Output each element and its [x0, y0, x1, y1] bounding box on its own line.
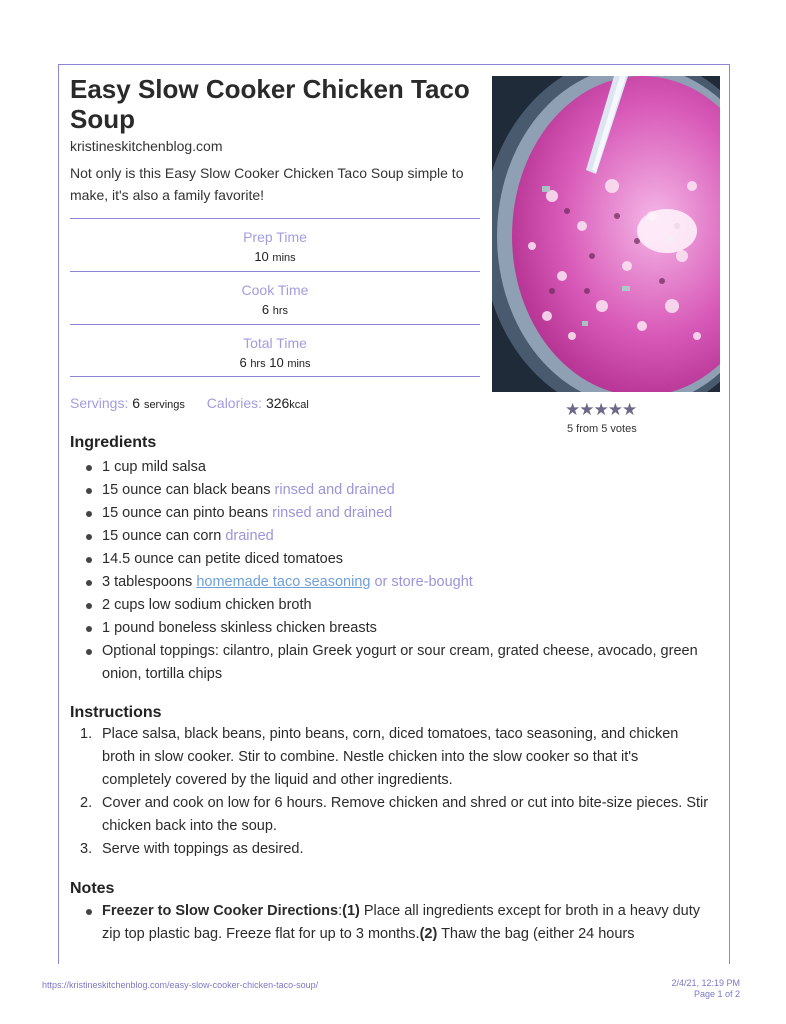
ingredient-text: 15 ounce can corn: [102, 528, 222, 544]
instruction-step: [70, 792, 710, 838]
instruction-step: [70, 723, 710, 792]
recipe-site: kristineskitchenblog.com: [70, 138, 223, 154]
calories-value: 326: [265, 395, 290, 411]
cook-time-value: 6: [261, 302, 270, 317]
note-text: :: [338, 903, 343, 919]
note-text: Place all ingredients except for broth in a heavy duty zip top plastic bag. Freeze flat for up to 3 months.: [102, 903, 701, 942]
note-item: [70, 900, 710, 946]
recipe-title: Easy Slow Cooker Chicken Taco Soup: [70, 74, 470, 134]
ingredient-item: [70, 548, 710, 571]
ingredient-item: [70, 456, 710, 479]
ingredient-item: [70, 571, 710, 594]
servings-unit: servings: [143, 399, 185, 411]
calories-unit: kcal: [289, 399, 309, 411]
rating-stars[interactable]: ★★★★★: [565, 400, 637, 419]
ingredient-text: 15 ounce can pinto beans: [102, 505, 269, 521]
total-time-label: Total Time: [243, 335, 307, 351]
ingredients-heading: Ingredients: [70, 434, 157, 451]
step-number: 1.: [80, 726, 93, 742]
note-bold-step: (2): [419, 926, 438, 942]
cook-time-label: Cook Time: [241, 282, 309, 298]
ingredient-text: 3 tablespoons: [102, 574, 193, 590]
ingredients-list: [70, 456, 710, 686]
ingredient-text: 1 pound boneless skinless chicken breasts: [102, 620, 377, 636]
step-text: Place salsa, black beans, pinto beans, corn, diced tomatoes, taco seasoning, and chicken broth in slow cooker. Stir to combine. Nestle chicken into the slow cooker so that it's completely covered by the liquid and other ingredients.: [102, 726, 679, 788]
servings-label: Servings:: [70, 395, 129, 411]
notes-heading: Notes: [70, 880, 115, 897]
total-time-hours: 6: [239, 355, 247, 370]
instructions-list: [70, 723, 710, 861]
footer-meta: [671, 978, 740, 1000]
ingredient-text: Optional toppings: cilantro, plain Greek yogurt or sour cream, grated cheese, avocado, green onion, tortilla chips: [102, 643, 698, 682]
instruction-step: [70, 838, 710, 861]
total-time: [70, 324, 480, 377]
ingredient-item: [70, 502, 710, 525]
ingredient-text: 2 cups low sodium chicken broth: [102, 597, 312, 613]
ingredient-note: or store-bought: [374, 574, 473, 590]
ingredient-item: [70, 617, 710, 640]
recipe-meta: [70, 395, 309, 411]
recipe-summary: Not only is this Easy Slow Cooker Chicken Taco Soup simple to make, it's also a family favorite!: [70, 165, 464, 203]
prep-time-unit: mins: [272, 252, 296, 264]
total-time-mins: 10: [269, 355, 284, 370]
instructions-heading: Instructions: [70, 704, 162, 721]
footer-page: Page 1 of 2: [693, 989, 740, 999]
note-bold-step: (1): [342, 903, 360, 919]
ingredient-item: [70, 640, 710, 686]
note-text: Thaw the bag (either 24 hours: [437, 926, 635, 942]
ingredient-item: [70, 525, 710, 548]
note-bold-title: Freezer to Slow Cooker Directions: [102, 903, 339, 919]
ingredient-note: rinsed and drained: [274, 482, 395, 498]
step-text: Cover and cook on low for 6 hours. Remove chicken and shred or cut into bite-size pieces. Stir chicken back into the soup.: [102, 795, 709, 834]
ingredient-text: 1 cup mild salsa: [102, 459, 206, 475]
ingredient-item: [70, 594, 710, 617]
prep-time: [70, 218, 480, 271]
cook-time: [70, 271, 480, 324]
total-time-mins-unit: mins: [287, 358, 311, 370]
ingredient-note: drained: [225, 528, 274, 544]
rating-votes: 5 from 5 votes: [567, 423, 637, 435]
total-time-hours-unit: hrs: [250, 358, 266, 370]
footer-date: 2/4/21, 12:19 PM: [671, 978, 740, 988]
taco-seasoning-link[interactable]: homemade taco seasoning: [196, 574, 371, 590]
step-number: 2.: [80, 795, 93, 811]
soup-image: [492, 76, 720, 392]
ingredient-text: 14.5 ounce can petite diced tomatoes: [102, 551, 344, 567]
prep-time-label: Prep Time: [243, 229, 307, 245]
recipe-photo: [492, 76, 720, 392]
ingredient-item: [70, 479, 710, 502]
step-text: Serve with toppings as desired.: [102, 841, 304, 857]
notes-list: [70, 900, 710, 946]
calories-label: Calories:: [206, 395, 263, 411]
ingredient-note: rinsed and drained: [272, 505, 393, 521]
cook-time-unit: hrs: [272, 305, 289, 317]
prep-time-value: 10: [254, 249, 269, 264]
footer-url[interactable]: https://kristineskitchenblog.com/easy-slow-cooker-chicken-taco-soup/: [42, 980, 319, 990]
servings-value: 6: [132, 395, 141, 411]
ingredient-text: 15 ounce can black beans: [102, 482, 271, 498]
recipe-times: [70, 218, 480, 377]
step-number: 3.: [80, 841, 93, 857]
